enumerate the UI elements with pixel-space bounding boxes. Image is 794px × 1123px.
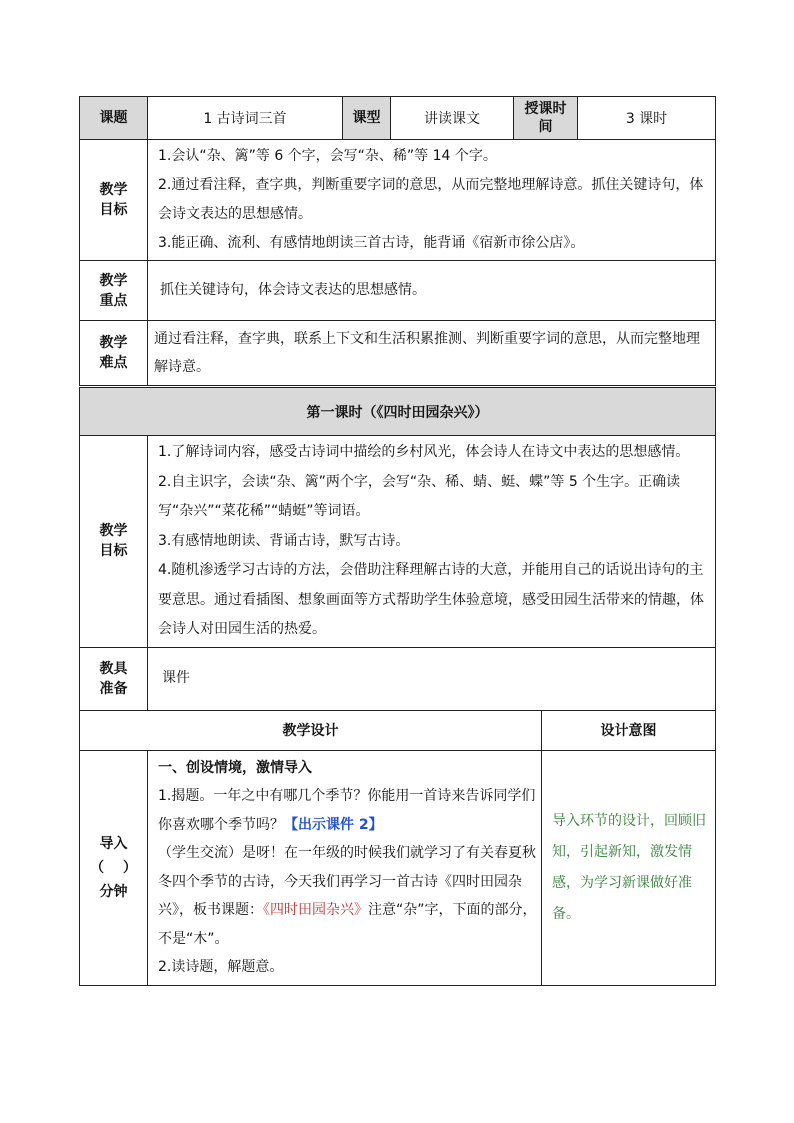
lesson-goal-line: 1.了解诗词内容，感受古诗词中描绘的乡村风光，体会诗人在诗文中表达的思想感情。 <box>158 444 690 460</box>
type-value: 讲读课文 <box>391 97 514 140</box>
label-difficulty: 教学难点 <box>80 321 148 386</box>
lesson-plan <box>79 96 715 986</box>
intro-paragraph-3: 2.读诗题，解题意。 <box>158 959 284 975</box>
goal-line: 2.通过看注释，查字典，判断重要字词的意思，从而完整地理解诗意。抓住关键诗句，体会诗文表达的思想感情。 <box>158 177 704 222</box>
label-lesson-goals: 教学目标 <box>80 436 148 648</box>
intro-content <box>148 750 542 985</box>
intro-p2-a: （学生交流）是呀！在一年级的时候我们就学习了有关春夏秋冬四个季节的古诗，今天我们再学习一首古诗《四时田园杂兴》，板书课题： <box>158 845 536 918</box>
label-tools: 教具准备 <box>80 647 148 710</box>
intro-title: 一、创设情境，激情导入 <box>158 759 312 776</box>
lesson1-title: 第一课时（《四时田园杂兴》） <box>80 388 716 436</box>
label-focus: 教学重点 <box>80 261 148 321</box>
intro-label-line: 导入 <box>99 835 128 852</box>
intro-label-line: （ ） <box>90 859 137 876</box>
tools-text: 课件 <box>148 647 716 710</box>
lesson-goal-line: 3.有感情地朗读、背诵古诗，默写古诗。 <box>158 532 410 549</box>
intent-header: 设计意图 <box>542 710 716 750</box>
lesson-goals-cell <box>148 436 716 648</box>
goals-cell <box>148 140 716 261</box>
label-topic: 课题 <box>80 97 148 140</box>
intro-p1-text: 1.揭题。一年之中有哪几个季节？你能用一首诗来告诉同学们你喜欢哪个季节吗？ <box>158 788 536 833</box>
goal-line: 3.能正确、流利、有感情地朗读三首古诗，能背诵《宿新市徐公店》。 <box>158 235 585 251</box>
lesson-goal-line: 4.随机渗透学习古诗的方法，会借助注释理解古诗的大意，并能用自己的话说出诗句的主要意思。通过看插图、想象画面等方式帮助学生体验意境，感受田园生活带来的情趣，体会诗人对田园生活的热爱。 <box>158 562 704 637</box>
intro-intent: 导入环节的设计，回顾旧知，引起新知，激发情感，为学习新课做好准备。 <box>542 750 716 985</box>
lesson-goal-line: 2.自主识字，会读“杂、篱”两个字，会写“杂、稀、蜻、蜓、蝶”等 5 个生字。正确读写“杂兴”“菜花稀”“蜻蜓”等词语。 <box>158 473 681 519</box>
intro-label-line: 分钟 <box>99 883 128 900</box>
label-type: 课型 <box>343 97 391 140</box>
intro-paragraph-2 <box>158 839 537 953</box>
hours-value: 3 课时 <box>578 97 716 140</box>
goal-line: 1.会认“杂、篱”等 6 个字，会写“杂、稀”等 14 个字。 <box>158 148 497 164</box>
difficulty-text: 通过看注释，查字典，联系上下文和生活积累推测、判断重要字词的意思，从而完整地理解诗意。 <box>148 321 716 386</box>
intro-p2-b: 注意“杂”字，下面的部分，不是“木”。 <box>158 902 537 947</box>
course-info-table <box>79 96 716 386</box>
design-header: 教学设计 <box>80 710 542 750</box>
focus-text: 抓住关键诗句，体会诗文表达的思想感情。 <box>148 261 716 321</box>
lesson1-table <box>79 387 716 986</box>
courseware-tag: 【出示课件 2】 <box>284 816 383 833</box>
label-goals: 教学目标 <box>80 140 148 261</box>
intro-paragraph-1 <box>158 782 537 839</box>
topic-value: 1 古诗词三首 <box>148 97 343 140</box>
poem-title-highlight: 《四时田园杂兴》 <box>263 902 368 918</box>
label-hours: 授课时间 <box>514 97 578 140</box>
intro-label <box>80 750 148 985</box>
